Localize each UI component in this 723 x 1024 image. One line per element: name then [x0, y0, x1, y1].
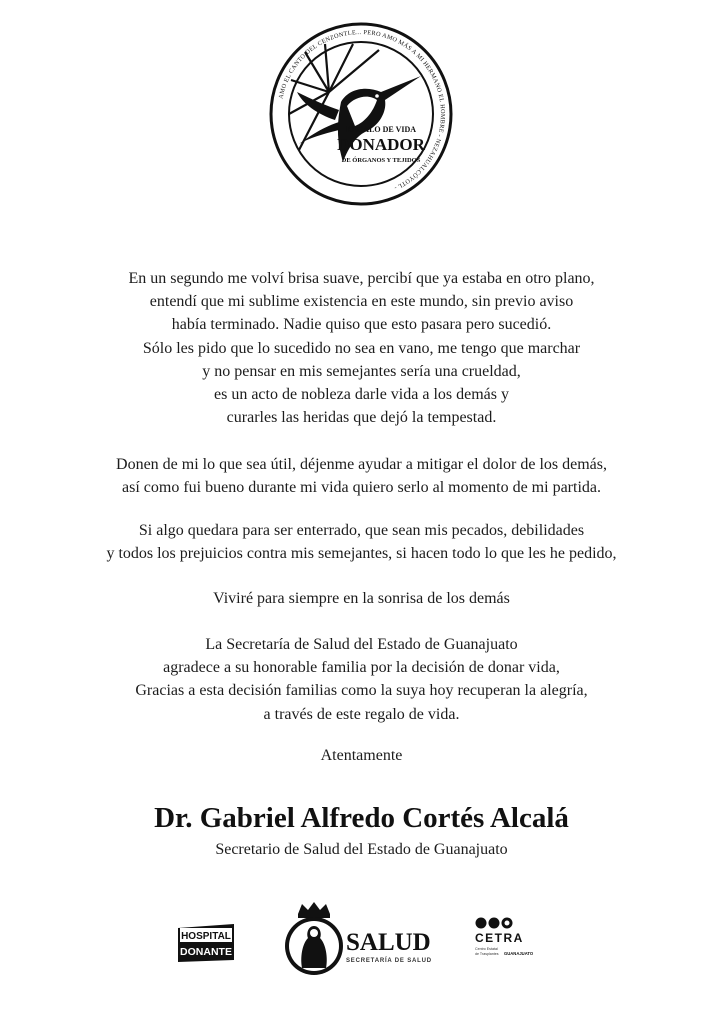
cetra-circles-icon — [476, 918, 513, 929]
seal-text-organos: DE ÓRGANOS Y TEJIDOS — [341, 157, 421, 164]
cetra-logo-sub1: Centro Estatal — [475, 947, 498, 951]
hospital-logo-line2: DONANTE — [180, 946, 232, 958]
letter-line: Gracias a esta decisión familias como la suya hoy recuperan la alegría, — [135, 682, 588, 700]
letter-line: entendí que mi sublime existencia en este mundo, sin previo aviso — [149, 293, 574, 311]
letter-line: Donen de mi lo que sea útil, déjenme ayudar a mitigar el dolor de los demás, — [116, 456, 607, 473]
letter-line: Si algo quedara para ser enterrado, que sean mis pecados, debilidades — [138, 522, 585, 539]
letter-paragraph-5 — [0, 633, 723, 726]
letter-paragraph-2 — [0, 453, 723, 499]
letter-paragraph-1 — [0, 267, 723, 429]
seal-text-donador: DONADOR — [337, 135, 425, 154]
letter-line: así como fui bueno durante mi vida quiero serlo al momento de mi partida. — [122, 479, 601, 497]
cetra-logo-state: GUANAJUATO — [504, 951, 534, 956]
hospital-donante-logo — [174, 922, 238, 964]
salud-logo — [282, 900, 442, 978]
letter-line: y todos los prejuicios contra mis semejantes, si hacen todo lo que les he pedido, — [106, 545, 617, 563]
cetra-logo-word: CETRA — [475, 931, 524, 945]
seal-ring-text: AMO EL CANTO DEL CENZONTLE... PERO AMO MÁS A MI HERMANO EL HOMBRE - NEZAHUALCÓYOTL - — [277, 28, 447, 192]
crown-icon — [298, 902, 330, 918]
salud-logo-word: SALUD — [346, 929, 431, 956]
letter-line: curarles las heridas que dejó la tempestad. — [226, 409, 497, 427]
letter-closing-line: Viviré para siempre en la sonrisa de los demás — [213, 590, 510, 607]
salutation: Atentamente — [320, 747, 403, 764]
salud-logo-subtitle: SECRETARÍA DE SALUD — [346, 958, 432, 964]
letter-line: había terminado. Nadie quiso que esto pasara pero sucedió. — [171, 316, 552, 334]
hospital-logo-line1: HOSPITAL — [181, 931, 231, 942]
letter-line: La Secretaría de Salud del Estado de Guanajuato — [205, 636, 518, 653]
donor-seal-logo — [269, 22, 453, 206]
letter-line: Sólo les pido que lo sucedido no sea en vano, me tengo que marchar — [142, 339, 581, 357]
seal-text-regalo: REGALO DE VIDA — [345, 125, 417, 134]
letter-line: a través de este regalo de vida. — [263, 705, 460, 723]
cetra-logo — [474, 916, 540, 962]
signer-name: Dr. Gabriel Alfredo Cortés Alcalá — [154, 802, 569, 834]
signer-title: Secretario de Salud del Estado de Guanajuato — [215, 841, 508, 858]
letter-line: En un segundo me volví brisa suave, percibí que ya estaba en otro plano, — [128, 270, 595, 287]
letter-line: es un acto de nobleza darle vida a los demás y — [214, 386, 509, 404]
letter-line: y no pensar en mis semejantes sería una crueldad, — [202, 362, 521, 380]
letter-line: agradece a su honorable familia por la decisión de donar vida, — [163, 659, 560, 677]
letter-paragraph-3 — [0, 519, 723, 565]
cetra-logo-sub2: de Trasplantes — [475, 952, 499, 956]
